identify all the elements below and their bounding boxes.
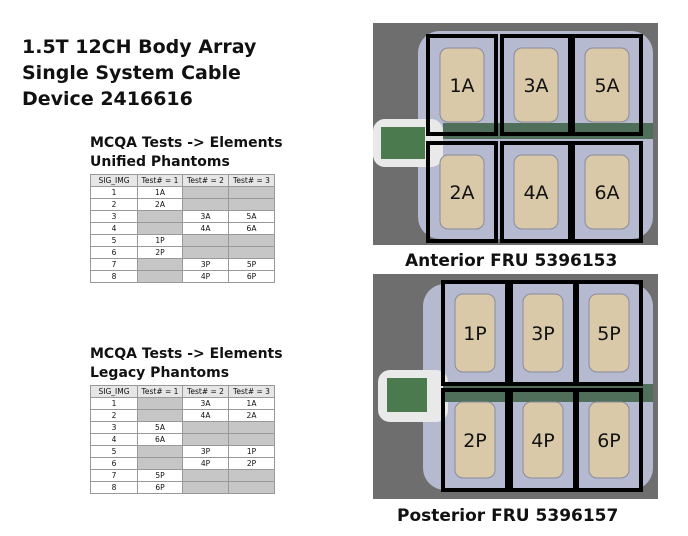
connector-board bbox=[381, 127, 425, 159]
table-cell: 3 bbox=[91, 422, 138, 434]
table-cell bbox=[229, 470, 275, 482]
element-label-3a: 3A bbox=[523, 75, 549, 97]
table-cell: 6A bbox=[138, 434, 183, 446]
element-label-2a: 2A bbox=[449, 182, 475, 204]
element-label-5a: 5A bbox=[594, 75, 620, 97]
table-cell: 4A bbox=[183, 223, 229, 235]
table-cell bbox=[229, 434, 275, 446]
title-line-3: Device 2416616 bbox=[22, 88, 193, 110]
table-cell bbox=[138, 271, 183, 283]
table-row bbox=[91, 422, 275, 434]
table-cell: 6 bbox=[91, 458, 138, 470]
title-line-1: 1.5T 12CH Body Array bbox=[22, 36, 257, 58]
circuit-strip bbox=[443, 384, 653, 402]
table-row bbox=[91, 470, 275, 482]
table-row bbox=[91, 235, 275, 247]
table-header-row bbox=[91, 175, 275, 187]
table-cell: 8 bbox=[91, 271, 138, 283]
anterior-coil-illustration bbox=[373, 23, 658, 245]
table-cell: 3P bbox=[183, 446, 229, 458]
table-cell bbox=[183, 235, 229, 247]
table-cell: 8 bbox=[91, 482, 138, 494]
legacy-mapping-table bbox=[90, 385, 275, 494]
element-label-6a: 6A bbox=[594, 182, 620, 204]
table-cell: 5P bbox=[138, 470, 183, 482]
table-cell bbox=[229, 482, 275, 494]
unified-subheading: Unified Phantoms bbox=[90, 154, 230, 170]
element-label-6p: 6P bbox=[597, 430, 621, 452]
table-cell: 2P bbox=[138, 247, 183, 259]
circuit-strip bbox=[443, 123, 653, 139]
column-header: SIG_IMG bbox=[91, 175, 138, 187]
table-row bbox=[91, 271, 275, 283]
table-cell: 7 bbox=[91, 470, 138, 482]
table-row bbox=[91, 446, 275, 458]
table-cell bbox=[229, 199, 275, 211]
element-label-1a: 1A bbox=[449, 75, 475, 97]
table-row bbox=[91, 199, 275, 211]
legacy-subheading: Legacy Phantoms bbox=[90, 365, 230, 381]
table-row bbox=[91, 223, 275, 235]
column-header: Test# = 1 bbox=[138, 386, 183, 398]
table-cell: 1A bbox=[229, 398, 275, 410]
table-cell bbox=[183, 247, 229, 259]
table-cell: 4A bbox=[183, 410, 229, 422]
unified-mapping-table bbox=[90, 174, 275, 283]
table-cell bbox=[229, 235, 275, 247]
table-row bbox=[91, 247, 275, 259]
element-label-5p: 5P bbox=[597, 323, 621, 345]
table-cell bbox=[138, 223, 183, 235]
table-row bbox=[91, 410, 275, 422]
posterior-caption: Posterior FRU 5396157 bbox=[397, 506, 619, 526]
unified-heading: MCQA Tests -> Elements bbox=[90, 135, 283, 151]
column-header: Test# = 2 bbox=[183, 386, 229, 398]
element-label-4p: 4P bbox=[531, 430, 555, 452]
table-cell: 1 bbox=[91, 187, 138, 199]
table-header-row bbox=[91, 386, 275, 398]
table-cell: 6A bbox=[229, 223, 275, 235]
column-header: Test# = 3 bbox=[229, 175, 275, 187]
legacy-heading: MCQA Tests -> Elements bbox=[90, 346, 283, 362]
element-label-2p: 2P bbox=[463, 430, 487, 452]
table-cell: 2P bbox=[229, 458, 275, 470]
title-line-2: Single System Cable bbox=[22, 62, 241, 84]
element-label-1p: 1P bbox=[463, 323, 487, 345]
table-cell: 3A bbox=[183, 398, 229, 410]
table-cell: 1 bbox=[91, 398, 138, 410]
table-cell bbox=[183, 434, 229, 446]
anterior-coil-photo bbox=[373, 23, 658, 245]
table-cell: 3P bbox=[183, 259, 229, 271]
table-cell: 5A bbox=[229, 211, 275, 223]
table-cell bbox=[183, 422, 229, 434]
table-cell bbox=[183, 199, 229, 211]
anterior-caption: Anterior FRU 5396153 bbox=[405, 251, 618, 271]
table-cell: 5P bbox=[229, 259, 275, 271]
table-row bbox=[91, 434, 275, 446]
table-cell bbox=[183, 187, 229, 199]
table-cell: 1P bbox=[138, 235, 183, 247]
table-cell bbox=[183, 470, 229, 482]
table-cell: 5A bbox=[138, 422, 183, 434]
table-cell bbox=[138, 398, 183, 410]
table-cell: 7 bbox=[91, 259, 138, 271]
table-cell bbox=[229, 247, 275, 259]
table-row bbox=[91, 259, 275, 271]
column-header: Test# = 1 bbox=[138, 175, 183, 187]
table-row bbox=[91, 187, 275, 199]
table-cell bbox=[138, 211, 183, 223]
table-cell bbox=[229, 187, 275, 199]
table-cell: 3 bbox=[91, 211, 138, 223]
table-cell bbox=[138, 410, 183, 422]
table-cell: 6P bbox=[138, 482, 183, 494]
table-row bbox=[91, 211, 275, 223]
table-cell bbox=[138, 458, 183, 470]
table-cell: 4 bbox=[91, 223, 138, 235]
table-cell bbox=[229, 422, 275, 434]
table-cell bbox=[138, 446, 183, 458]
posterior-coil-illustration bbox=[373, 274, 658, 499]
table-cell: 1P bbox=[229, 446, 275, 458]
table-cell: 3A bbox=[183, 211, 229, 223]
column-header: SIG_IMG bbox=[91, 386, 138, 398]
table-cell bbox=[138, 259, 183, 271]
table-cell: 2A bbox=[229, 410, 275, 422]
legacy-table-section bbox=[90, 345, 283, 494]
connector-board bbox=[387, 378, 427, 412]
table-cell: 2A bbox=[138, 199, 183, 211]
table-cell: 5 bbox=[91, 235, 138, 247]
document-title bbox=[22, 34, 256, 112]
column-header: Test# = 3 bbox=[229, 386, 275, 398]
posterior-coil-photo bbox=[373, 274, 658, 499]
table-cell: 4 bbox=[91, 434, 138, 446]
table-cell: 2 bbox=[91, 410, 138, 422]
table-row bbox=[91, 398, 275, 410]
table-cell: 1A bbox=[138, 187, 183, 199]
column-header: Test# = 2 bbox=[183, 175, 229, 187]
table-cell: 5 bbox=[91, 446, 138, 458]
element-label-3p: 3P bbox=[531, 323, 555, 345]
table-row bbox=[91, 482, 275, 494]
element-label-4a: 4A bbox=[523, 182, 549, 204]
table-row bbox=[91, 458, 275, 470]
unified-table-section bbox=[90, 134, 283, 283]
table-cell: 6 bbox=[91, 247, 138, 259]
table-cell bbox=[183, 482, 229, 494]
table-cell: 4P bbox=[183, 271, 229, 283]
table-cell: 6P bbox=[229, 271, 275, 283]
table-cell: 2 bbox=[91, 199, 138, 211]
table-cell: 4P bbox=[183, 458, 229, 470]
